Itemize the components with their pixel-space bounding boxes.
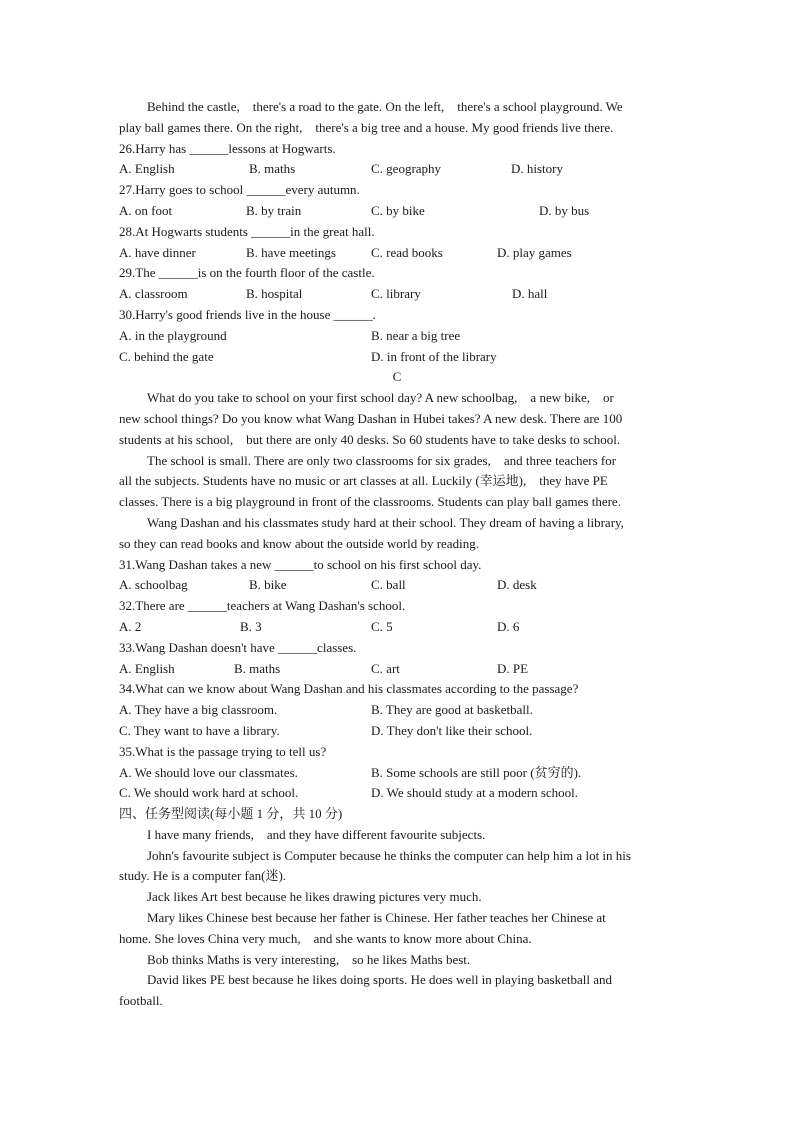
option-a: A. schoolbag	[119, 577, 188, 593]
section-c-label: C	[392, 369, 402, 385]
option-b: B. 3	[240, 618, 262, 634]
passage-d-line: home. She loves China very much, and she wants to know more about China.	[119, 930, 532, 946]
option-b: B. hospital	[246, 286, 303, 302]
option-b: B. maths	[234, 660, 281, 676]
passage-c-line: all the subjects. Students have no music or art classes at all. Luckily (幸运地), they have PE	[119, 473, 608, 489]
option-c: C. library	[371, 286, 421, 302]
option-b: B. maths	[249, 161, 296, 177]
passage-d-line: football.	[119, 993, 163, 1009]
option-c: C. by bike	[371, 202, 425, 218]
option-d: D. by bus	[539, 202, 590, 218]
passage-d-line: David likes PE best because he likes doing sports. He does well in playing basketball and	[147, 972, 613, 988]
question-27-options	[119, 201, 675, 222]
passage-b-line: play ball games there. On the right, there's a big tree and a house. My good friends live there.	[119, 119, 614, 135]
question-34-stem: 34.What can we know about Wang Dashan and his classmates according to the passage?	[119, 681, 579, 697]
passage-c-line: classes. There is a big playground in front of the classrooms. Students can play ball games there.	[119, 494, 621, 510]
option-a: A. classroom	[119, 286, 188, 302]
passage-c-line: new school things? Do you know what Wang Dashan in Hubei takes? A new desk. There are 100	[119, 410, 623, 426]
question-31-options	[119, 575, 675, 596]
option-d: D. in front of the library	[371, 348, 497, 364]
question-27-stem: 27.Harry goes to school ______every autumn.	[119, 182, 360, 198]
question-34-options-row1	[119, 700, 675, 721]
passage-c-line: What do you take to school on your first school day? A new schoolbag, a new bike, or	[147, 390, 614, 406]
question-32-stem: 32.There are ______teachers at Wang Dashan's school.	[119, 598, 406, 614]
question-34-options-row2	[119, 721, 675, 742]
question-30-stem: 30.Harry's good friends live in the house ______.	[119, 306, 376, 322]
question-32-options	[119, 617, 675, 638]
passage-b-line: Behind the castle, there's a road to the gate. On the left, there's a school playground. We	[147, 99, 623, 114]
option-d: D. desk	[497, 577, 537, 593]
passage-d-line: I have many friends, and they have different favourite subjects.	[147, 826, 486, 842]
passage-c-line: The school is small. There are only two classrooms for six grades, and three teachers for	[147, 452, 617, 468]
option-d: D. We should study at a modern school.	[371, 785, 579, 801]
option-d: D. play games	[497, 244, 572, 260]
option-d: D. They don't like their school.	[371, 722, 533, 738]
question-29-stem: 29.The ______is on the fourth floor of the castle.	[119, 265, 375, 281]
passage-c-line: Wang Dashan and his classmates study hard at their school. They dream of having a library,	[147, 514, 624, 530]
option-b: B. They are good at basketball.	[371, 702, 533, 718]
question-30-options-row1	[119, 326, 675, 347]
question-26-stem: 26.Harry has ______lessons at Hogwarts.	[119, 140, 336, 156]
option-c: C. 5	[371, 618, 393, 634]
question-28-stem: 28.At Hogwarts students ______in the great hall.	[119, 223, 375, 239]
passage-d-line: Jack likes Art best because he likes drawing pictures very much.	[147, 889, 482, 905]
passage-d-line: Mary likes Chinese best because her father is Chinese. Her father teaches her Chinese at	[147, 910, 606, 926]
option-a: A. in the playground	[119, 327, 227, 343]
option-a: A. We should love our classmates.	[119, 764, 298, 780]
option-d: D. hall	[512, 286, 548, 302]
question-33-options	[119, 659, 675, 680]
passage-d-line: Bob thinks Maths is very interesting, so he likes Maths best.	[147, 951, 471, 967]
question-35-options-row1	[119, 763, 675, 784]
exam-page	[119, 97, 675, 1012]
option-c: C. art	[371, 660, 400, 676]
option-d: D. 6	[497, 618, 520, 634]
option-d: D. history	[511, 161, 563, 177]
option-a: A. English	[119, 161, 175, 177]
option-c: C. We should work hard at school.	[119, 785, 299, 801]
option-a: A. on foot	[119, 202, 173, 218]
question-30-options-row2	[119, 347, 675, 368]
question-35-options-row2	[119, 783, 675, 804]
option-c: C. geography	[371, 161, 442, 177]
question-29-options	[119, 284, 675, 305]
option-c: C. read books	[371, 244, 443, 260]
option-d: D. PE	[497, 660, 529, 676]
option-c: C. ball	[371, 577, 406, 593]
passage-d-line: John's favourite subject is Computer because he thinks the computer can help him a lot in his	[147, 847, 631, 863]
option-a: A. English	[119, 660, 175, 676]
question-31-stem: 31.Wang Dashan takes a new ______to school on his first school day.	[119, 556, 482, 572]
section-4-heading: 四、任务型阅读(每小题 1 分，共 10 分)	[119, 806, 343, 822]
question-35-stem: 35.What is the passage trying to tell us?	[119, 743, 327, 759]
option-c: C. They want to have a library.	[119, 722, 280, 738]
passage-c-line: students at his school, but there are only 40 desks. So 60 students have to take desks to school.	[119, 431, 621, 447]
passage-c-line: so they can read books and know about the outside world by reading.	[119, 535, 479, 551]
option-a: A. 2	[119, 618, 142, 634]
question-28-options	[119, 243, 675, 264]
option-a: A. have dinner	[119, 244, 196, 260]
question-33-stem: 33.Wang Dashan doesn't have ______classes.	[119, 639, 357, 655]
question-26-options	[119, 159, 675, 180]
passage-d-line: study. He is a computer fan(迷).	[119, 868, 287, 884]
option-b: B. bike	[249, 577, 287, 593]
option-c: C. behind the gate	[119, 348, 214, 364]
option-b: B. have meetings	[246, 244, 336, 260]
option-b: B. near a big tree	[371, 327, 461, 343]
option-b: B. Some schools are still poor (贫穷的).	[371, 764, 582, 780]
option-b: B. by train	[246, 202, 302, 218]
option-a: A. They have a big classroom.	[119, 702, 278, 718]
